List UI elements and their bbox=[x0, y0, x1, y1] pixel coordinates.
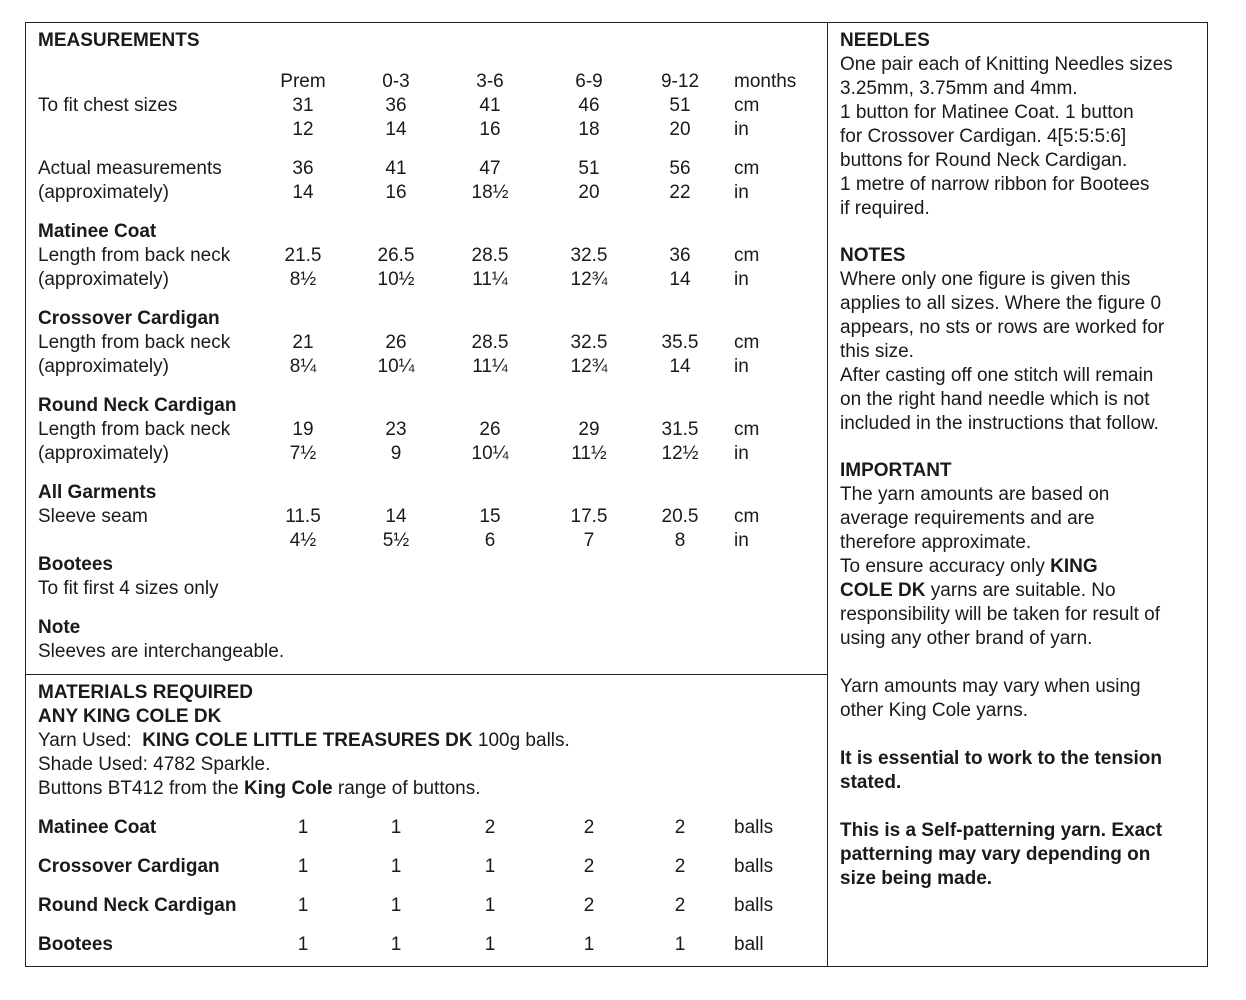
chest-cm-row: To fit chest sizes 31 36 41 46 51 cm bbox=[38, 95, 760, 116]
note-title: Note bbox=[38, 617, 81, 638]
left-column bbox=[26, 23, 828, 966]
size-label: Prem bbox=[280, 71, 326, 92]
matinee-in-row: (approximately) 8½ 10½ 11¼ 12¾ 14 in bbox=[38, 269, 749, 290]
size-label: 6-9 bbox=[575, 71, 603, 92]
allgarments-title: All Garments bbox=[38, 482, 157, 503]
material-row: Round Neck Cardigan 1 1 1 2 2 balls bbox=[38, 895, 774, 916]
section-divider bbox=[26, 674, 828, 675]
crossover-title: Crossover Cardigan bbox=[38, 308, 220, 329]
tension-note: It is essential to work to the tension stated. bbox=[840, 748, 1162, 793]
size-label: 3-6 bbox=[476, 71, 504, 92]
material-row: Matinee Coat 1 1 2 2 2 balls bbox=[38, 817, 774, 838]
right-column bbox=[828, 23, 1207, 966]
notes-section: NOTES Where only one figure is given this applies to all sizes. Where the figure 0 appears, no sts or rows are worked for this size. After casting off one stitch will remain on the right hand needle which is not included in the instructions that follow. bbox=[840, 244, 1200, 436]
materials-heading: MATERIALS REQUIRED bbox=[38, 682, 253, 703]
bootees-text: To fit first 4 sizes only bbox=[38, 578, 219, 599]
size-label: 9-12 bbox=[660, 71, 700, 92]
pattern-info-panel bbox=[25, 22, 1208, 967]
sizes-header-row bbox=[26, 70, 828, 94]
measurements-heading: MEASUREMENTS bbox=[38, 30, 200, 51]
actual-cm-row: Actual measurements 36 41 47 51 56 cm bbox=[38, 158, 760, 179]
important-section: IMPORTANT The yarn amounts are based on average requirements and are therefore approximate. To ensure accuracy only KING COLE DK yarns are suitable. No responsibility will be taken for result of using any other brand of yarn. bbox=[840, 459, 1200, 651]
important-heading: IMPORTANT bbox=[840, 460, 952, 481]
yarn-vary-note: Yarn amounts may vary when using other King Cole yarns. bbox=[840, 676, 1141, 721]
bootees-title: Bootees bbox=[38, 554, 113, 575]
shade-used-line: Shade Used: 4782 Sparkle. bbox=[38, 754, 271, 775]
chest-in-row: 12 14 16 18 20 in bbox=[292, 119, 749, 140]
crossover-in-row: (approximately) 8¼ 10¼ 11¼ 12¾ 14 in bbox=[38, 356, 749, 377]
self-patterning-note: This is a Self-patterning yarn. Exact patterning may vary depending on size being made. bbox=[840, 820, 1163, 889]
note-text: Sleeves are interchangeable. bbox=[38, 641, 285, 662]
buttons-line: Buttons BT412 from the King Cole range of buttons. bbox=[38, 778, 481, 799]
actual-in-row: (approximately) 14 16 18½ 20 22 in bbox=[38, 182, 749, 203]
roundneck-cm-row: Length from back neck 19 23 26 29 31.5 cm bbox=[38, 419, 760, 440]
matinee-title: Matinee Coat bbox=[38, 221, 157, 242]
size-label: 0-3 bbox=[382, 71, 410, 92]
sleeve-in-row: 4½ 5½ 6 7 8 in bbox=[289, 530, 749, 551]
yarn-used-line: Yarn Used: KING COLE LITTLE TREASURES DK 100g balls. bbox=[38, 730, 570, 751]
material-row: Bootees 1 1 1 1 1 ball bbox=[38, 934, 764, 955]
needles-heading: NEEDLES bbox=[840, 30, 930, 51]
roundneck-title: Round Neck Cardigan bbox=[38, 395, 237, 416]
size-unit: months bbox=[734, 71, 797, 92]
matinee-cm-row: Length from back neck 21.5 26.5 28.5 32.5 36 cm bbox=[38, 245, 760, 266]
needles-section: NEEDLES One pair each of Knitting Needles sizes 3.25mm, 3.75mm and 4mm. 1 button for Matinee Coat. 1 button for Crossover Cardigan. 4[5:5:5:6] buttons for Round Neck Cardigan. 1 metre of narrow ribbon for Bootees if required. bbox=[840, 29, 1200, 221]
roundneck-in-row: (approximately) 7½ 9 10¼ 11½ 12½ in bbox=[38, 443, 749, 464]
sleeve-cm-row: Sleeve seam 11.5 14 15 17.5 20.5 cm bbox=[38, 506, 760, 527]
materials-subheading: ANY KING COLE DK bbox=[38, 706, 222, 727]
notes-heading: NOTES bbox=[840, 245, 906, 266]
crossover-cm-row: Length from back neck 21 26 28.5 32.5 35.5 cm bbox=[38, 332, 760, 353]
material-row: Crossover Cardigan 1 1 1 2 2 balls bbox=[38, 856, 774, 877]
